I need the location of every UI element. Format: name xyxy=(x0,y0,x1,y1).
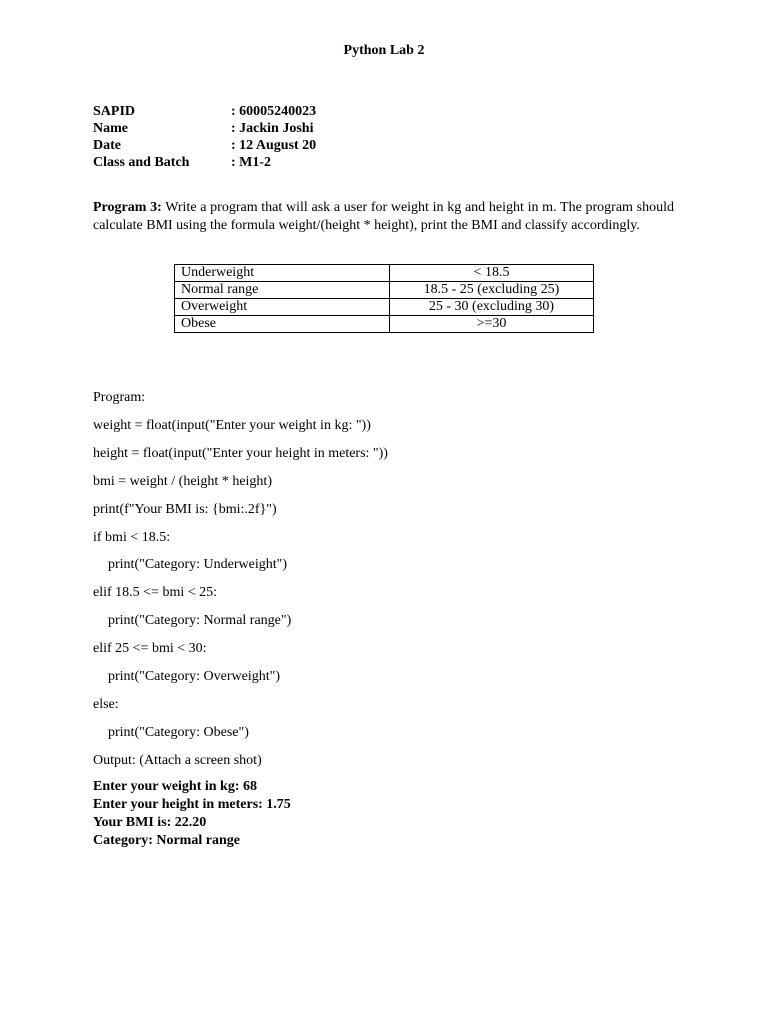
bmi-category: Overweight xyxy=(175,299,390,316)
bmi-range: 18.5 - 25 (excluding 25) xyxy=(390,282,594,299)
problem-text: Write a program that will ask a user for weight in kg and height in m. The program should calculate BMI using the formula weight/(height * height), print the BMI and classify accordingly. xyxy=(93,200,674,233)
info-row-name xyxy=(93,120,316,137)
code-line: elif 25 <= bmi < 30: xyxy=(93,641,207,656)
info-value-sapid: : 60005240023 xyxy=(231,104,317,119)
program-output xyxy=(93,778,291,850)
problem-statement xyxy=(93,199,674,235)
code-line: if bmi < 18.5: xyxy=(93,530,171,545)
info-value-class-batch: : M1-2 xyxy=(231,155,272,170)
code-line: height = float(input("Enter your height in meters: ")) xyxy=(93,446,388,461)
bmi-row-normal xyxy=(175,282,594,299)
bmi-range: >=30 xyxy=(390,316,594,333)
program-heading: Program: xyxy=(93,390,146,405)
code-line: print(f"Your BMI is: {bmi:.2f}") xyxy=(93,502,277,517)
bmi-category: Obese xyxy=(175,316,390,333)
bmi-category: Underweight xyxy=(175,265,390,282)
code-line: else: xyxy=(93,697,119,712)
code-line: elif 18.5 <= bmi < 25: xyxy=(93,585,218,600)
output-line: Enter your height in meters: 1.75 xyxy=(93,797,291,812)
info-row-date xyxy=(93,137,316,154)
info-row-sapid xyxy=(93,103,316,120)
info-key-sapid: SAPID xyxy=(93,104,136,119)
code-line-indented: print("Category: Overweight") xyxy=(108,669,280,684)
info-row-class-batch xyxy=(93,154,316,171)
bmi-row-underweight xyxy=(175,265,594,282)
code-line: weight = float(input("Enter your weight in kg: ")) xyxy=(93,418,371,433)
info-key-name: Name xyxy=(93,121,128,136)
output-heading: Output: (Attach a screen shot) xyxy=(93,753,262,768)
student-info-table xyxy=(93,103,316,171)
bmi-range: < 18.5 xyxy=(390,265,594,282)
bmi-row-obese xyxy=(175,316,594,333)
info-key-date: Date xyxy=(93,138,121,153)
output-line: Category: Normal range xyxy=(93,833,240,848)
output-line: Enter your weight in kg: 68 xyxy=(93,779,257,794)
bmi-range: 25 - 30 (excluding 30) xyxy=(390,299,594,316)
output-line: Your BMI is: 22.20 xyxy=(93,815,207,830)
bmi-row-overweight xyxy=(175,299,594,316)
info-key-class-batch: Class and Batch xyxy=(93,155,190,170)
code-line-indented: print("Category: Obese") xyxy=(108,725,249,740)
bmi-category-table xyxy=(174,264,594,333)
info-value-date: : 12 August 20 xyxy=(231,138,317,153)
code-line: bmi = weight / (height * height) xyxy=(93,474,272,489)
document-title: Python Lab 2 xyxy=(343,43,425,58)
code-line-indented: print("Category: Normal range") xyxy=(108,613,292,628)
bmi-category: Normal range xyxy=(175,282,390,299)
code-line-indented: print("Category: Underweight") xyxy=(108,557,287,572)
info-value-name: : Jackin Joshi xyxy=(231,121,314,136)
problem-label: Program 3: xyxy=(93,200,162,215)
